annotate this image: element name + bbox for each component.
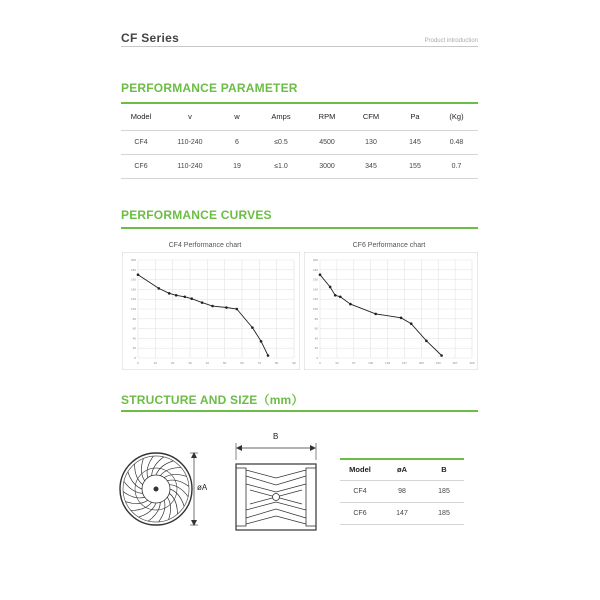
fan-blade-line — [141, 459, 144, 481]
data-point — [319, 273, 322, 276]
x-tick-label: 267 — [452, 361, 458, 365]
x-tick-label: 100 — [368, 361, 374, 365]
column-header: Amps — [271, 112, 291, 122]
data-point — [349, 303, 352, 306]
y-tick-label: 20 — [132, 346, 136, 351]
fan-blade-line — [167, 480, 189, 486]
y-tick-label: 80 — [132, 316, 136, 321]
data-point — [374, 313, 377, 316]
data-point — [175, 294, 178, 297]
table-cell: 185 — [438, 509, 450, 517]
column-header: Model — [130, 112, 152, 122]
data-point — [225, 306, 228, 309]
y-tick-label: 140 — [312, 287, 318, 292]
y-tick-label: 20 — [314, 346, 318, 351]
y-tick-label: 140 — [130, 287, 136, 292]
cf6-performance-chart — [304, 252, 478, 370]
table-cell: 0.7 — [451, 162, 462, 170]
data-point — [236, 308, 239, 311]
cf4-performance-chart — [122, 252, 300, 370]
column-header: CFM — [362, 112, 380, 122]
data-point — [440, 354, 443, 357]
data-point — [334, 294, 337, 297]
fan-blade-line — [147, 456, 153, 478]
table-cell: 98 — [398, 487, 406, 495]
y-tick-label: 160 — [312, 277, 318, 282]
table-cell: 147 — [396, 509, 408, 517]
y-tick-label: 180 — [130, 267, 136, 272]
table-cell: 145 — [409, 138, 421, 146]
table-cell: 4500 — [319, 138, 335, 146]
fan-blade-line — [164, 474, 186, 477]
data-point — [168, 292, 171, 295]
fan-blade-line — [159, 500, 165, 522]
performance-curves-heading: PERFORMANCE CURVES — [121, 208, 272, 222]
column-header: w — [234, 112, 240, 122]
data-point — [211, 305, 214, 308]
table-cell: 6 — [235, 138, 239, 146]
data-point — [425, 340, 428, 343]
table-row — [340, 502, 464, 524]
x-tick-label: 60 — [240, 361, 244, 365]
data-point — [260, 340, 263, 343]
x-tick-label: 50 — [222, 361, 227, 365]
performance-table-header — [121, 104, 478, 130]
table-cell: CF4 — [134, 138, 148, 146]
structure-size-heading: STRUCTURE AND SIZE（mm） — [121, 393, 304, 407]
data-point — [400, 317, 403, 320]
fan-blade-line — [124, 481, 143, 493]
column-header: Model — [349, 465, 371, 475]
x-tick-label: 0 — [319, 361, 321, 365]
table-cell: 345 — [365, 162, 377, 170]
header-divider — [121, 46, 478, 47]
column-header: Pa — [410, 112, 420, 122]
x-tick-label: 30 — [188, 361, 192, 365]
column-header: øA — [397, 465, 407, 475]
table-cell: 110-240 — [177, 138, 203, 146]
chart-title-cf4: CF4 Performance chart — [168, 242, 242, 249]
data-point — [190, 297, 193, 300]
fan-blade-line — [123, 492, 145, 498]
y-tick-label: 0 — [316, 356, 318, 360]
data-point — [267, 354, 270, 357]
y-tick-label: 80 — [314, 316, 318, 321]
y-tick-label: 160 — [130, 277, 136, 282]
x-tick-label: 133 — [385, 361, 391, 365]
x-tick-label: 233 — [435, 361, 441, 365]
table-cell: 185 — [438, 487, 450, 495]
fan-blade-line — [126, 500, 148, 503]
performance-parameter-heading: PERFORMANCE PARAMETER — [121, 81, 298, 95]
y-tick-label: 0 — [134, 356, 136, 360]
x-tick-label: 80 — [274, 361, 279, 365]
x-tick-label: 20 — [170, 361, 175, 365]
column-header: B — [441, 465, 447, 475]
fan-blade-line — [167, 497, 170, 519]
y-tick-label: 180 — [312, 267, 318, 272]
x-tick-label: 200 — [418, 361, 424, 365]
table-row — [340, 480, 464, 502]
table-cell: CF6 — [353, 509, 367, 517]
table-cell: ≤0.5 — [274, 138, 288, 146]
data-point — [251, 326, 254, 329]
y-tick-label: 60 — [132, 326, 136, 331]
table-cell: CF6 — [134, 162, 148, 170]
x-tick-label: 167 — [401, 361, 407, 365]
table-row — [121, 154, 478, 178]
header-subtitle: Product introduction — [424, 38, 478, 44]
data-point — [410, 322, 413, 325]
column-header: (Kg) — [449, 112, 464, 122]
x-tick-label: 70 — [257, 361, 262, 365]
data-point — [158, 287, 161, 290]
table-cell: 3000 — [319, 162, 335, 170]
x-tick-label: 300 — [469, 361, 475, 365]
x-tick-label: 67 — [352, 361, 356, 365]
column-header: v — [188, 112, 192, 122]
x-tick-label: 10 — [153, 361, 158, 365]
y-tick-label: 200 — [130, 258, 136, 262]
fan-blade-line — [169, 485, 188, 497]
y-tick-label: 40 — [314, 336, 318, 341]
y-tick-label: 60 — [314, 326, 318, 331]
table-cell: 0.48 — [449, 138, 464, 146]
size-table — [340, 460, 464, 525]
table-cell: 110-240 — [177, 162, 203, 170]
table-row — [121, 130, 478, 154]
fan-blade-line — [152, 457, 164, 476]
table-cell: 155 — [409, 162, 421, 170]
data-point — [201, 301, 204, 304]
data-point — [339, 295, 342, 298]
table-cell: 130 — [365, 138, 377, 146]
table-cell: ≤1.0 — [274, 162, 288, 170]
y-tick-label: 120 — [130, 297, 136, 302]
performance-table — [121, 104, 478, 179]
y-tick-label: 40 — [132, 336, 136, 341]
data-point — [184, 295, 187, 298]
data-point — [329, 286, 332, 289]
chart-title-cf6: CF6 Performance chart — [352, 242, 426, 249]
x-tick-label: 40 — [205, 361, 210, 365]
column-header: RPM — [318, 112, 336, 122]
dimension-label-b: B — [273, 432, 279, 441]
x-tick-label: 90 — [292, 361, 296, 365]
y-tick-label: 100 — [312, 307, 318, 311]
performance-curves-rule — [121, 227, 478, 229]
fan-blade-line — [148, 502, 160, 521]
y-tick-label: 200 — [312, 258, 318, 262]
table-cell: CF4 — [353, 487, 367, 495]
data-point — [137, 273, 140, 276]
y-tick-label: 100 — [130, 307, 136, 311]
size-table-header — [340, 460, 464, 480]
dimension-label-a: øA — [197, 483, 208, 492]
y-tick-label: 120 — [312, 297, 318, 302]
structure-rule — [121, 410, 478, 412]
table-cell: 19 — [233, 162, 241, 170]
x-tick-label: 0 — [137, 361, 139, 365]
page-title: CF Series — [121, 31, 180, 45]
x-tick-label: 33 — [335, 361, 339, 365]
fan-side-view-drawing — [230, 440, 322, 532]
